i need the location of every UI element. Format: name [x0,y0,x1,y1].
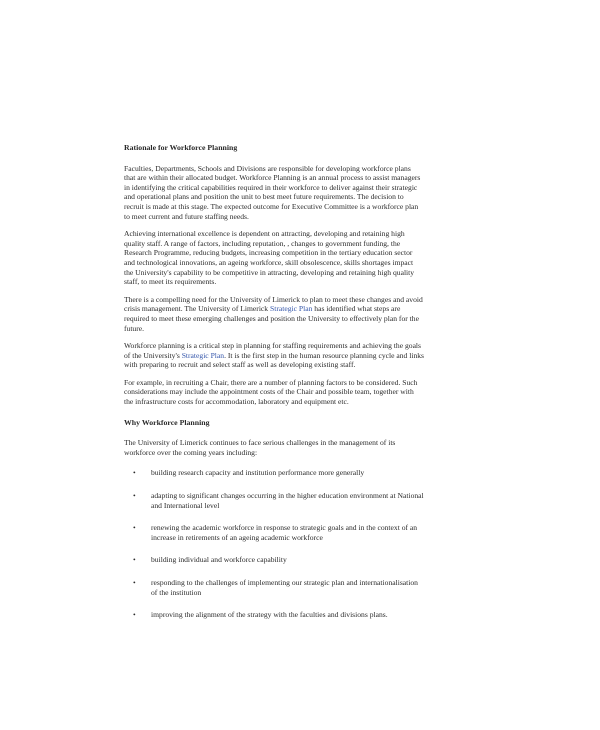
document-body [124,143,424,633]
list-item-text: renewing the academic workforce in response to strategic goals and in the context of an increase in retirements of an ageing academic workforce [151,523,418,542]
list-item [124,523,424,542]
list-item [124,555,424,565]
paragraph-3-text-b: has identified what steps are required to meet these emerging challenges and position the University to effectively plan for the future. [124,304,419,333]
bullet-icon: • [133,610,136,620]
bullet-icon: • [133,578,136,587]
strategic-plan-link[interactable]: Strategic Plan [270,304,313,314]
paragraph-5: For example, in recruiting a Chair, there are a number of planning factors to be considered. Such considerations may include the appointment costs of the Chair and possible team, together with the infrastructure costs for accommodation, laboratory and equipment etc. [124,377,418,407]
list-item-text: improving the alignment of the strategy with the faculties and divisions plans. [151,610,388,620]
list-item [124,468,424,478]
section-heading-rationale: Rationale for Workforce Planning [124,143,238,152]
list-item-text: building individual and workforce capability [151,555,287,565]
challenges-list [124,468,424,619]
section-heading-why: Why Workforce Planning [124,417,210,427]
paragraph-4-text-a: Workforce planning is a critical step in planning for staffing requirements and achieving the goals of the University's [124,341,422,360]
list-item-text: building research capacity and institution performance more generally [151,468,365,478]
list-item [124,578,424,597]
list-item [124,610,424,620]
paragraph-3 [124,295,424,333]
list-item [124,491,424,510]
paragraph-2: Achieving international excellence is dependent on attracting, developing and retaining high quality staff. A range of factors, including reputation, , changes to government funding, the Research Programme, reducing budgets, increasing competition in the tertiary education sector and technological innovations, an ageing workforce, skill obsolescence, skills shortages impact the University's capability to be competitive in attracting, developing and retaining high quality staff, to meet its requirements. [124,229,415,287]
bullet-icon: • [133,468,136,478]
paragraph-4-text-b: . It is the first step in the human resource planning cycle and links with preparing to recruit and select staff as well as developing existing staff. [124,350,424,370]
bullet-icon: • [133,491,136,501]
paragraph-6: The University of Limerick continues to face serious challenges in the management of its workforce over the coming years including: [124,438,396,457]
paragraph-4 [124,341,424,370]
strategic-plan-link[interactable]: Strategic Plan [181,350,225,360]
paragraph-1: Faculties, Departments, Schools and Divisions are responsible for developing workforce plans that are within their allocated budget. Workforce Planning is an annual process to assist managers in identifying the critical capabilities required in their workforce to deliver against their strategic and operational plans and position the unit to best meet future requirements. The decision to recruit is made at this stage. The expected outcome for Executive Committee is a workforce plan to meet current and future staffing needs. [124,163,421,221]
bullet-icon: • [133,523,136,533]
paragraph-3-text-a: There is a compelling need for the University of Limerick to plan to meet these changes and avoid crisis management. The University of Limerick [124,294,423,314]
list-item-text: responding to the challenges of implementing our strategic plan and internationalisation of the institution [151,578,418,597]
bullet-icon: • [133,555,136,565]
list-item-text: adapting to significant changes occurring in the higher education environment at National and International level [151,491,424,510]
